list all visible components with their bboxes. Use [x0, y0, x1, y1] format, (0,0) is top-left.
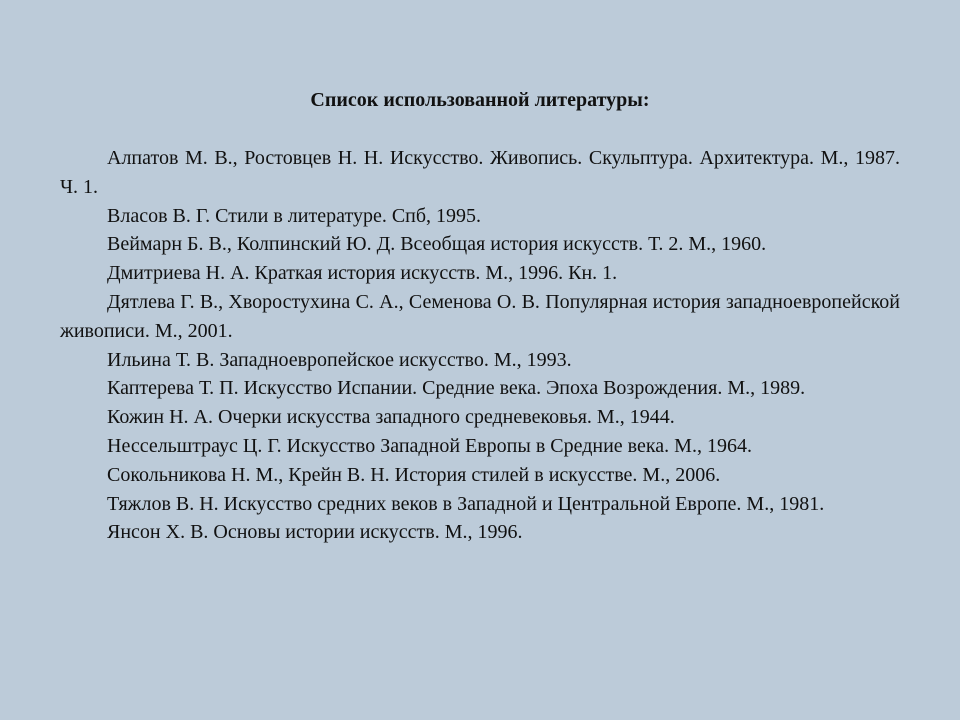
reference-item: Тяжлов В. Н. Искусство средних веков в Западной и Центральной Европе. М., 1981.	[107, 492, 825, 515]
reference-item: Власов В. Г. Стили в литературе. Спб, 1995.	[107, 204, 482, 227]
reference-item: Нессельштраус Ц. Г. Искусство Западной Европы в Средние века. М., 1964.	[107, 434, 752, 457]
reference-list	[60, 144, 900, 547]
reference-item: Сокольникова Н. М., Крейн В. Н. История стилей в искусстве. М., 2006.	[107, 463, 721, 486]
reference-item: Янсон Х. В. Основы истории искусств. М., 1996.	[107, 521, 523, 544]
reference-item: Каптерева Т. П. Искусство Испании. Средние века. Эпоха Возрождения. М., 1989.	[107, 377, 806, 400]
reference-item: Веймарн Б. В., Колпинский Ю. Д. Всеобщая история искусств. Т. 2. М., 1960.	[107, 233, 767, 256]
reference-item: Дмитриева Н. А. Краткая история искусств. М., 1996. Кн. 1.	[107, 262, 618, 285]
page-title: Список использованной литературы:	[310, 89, 650, 111]
reference-item: Алпатов М. В., Ростовцев Н. Н. Искусство. Живопись. Скульптура. Архитектура. М., 1987. Ч. 1.	[60, 147, 900, 198]
reference-item: Кожин Н. А. Очерки искусства западного средневековья. М., 1944.	[107, 406, 675, 429]
reference-item: Дятлева Г. В., Хворостухина С. А., Семенова О. В. Популярная история западноевропейской живописи. М., 2001.	[60, 290, 900, 342]
reference-item: Ильина Т. В. Западноевропейское искусство. М., 1993.	[107, 348, 572, 371]
